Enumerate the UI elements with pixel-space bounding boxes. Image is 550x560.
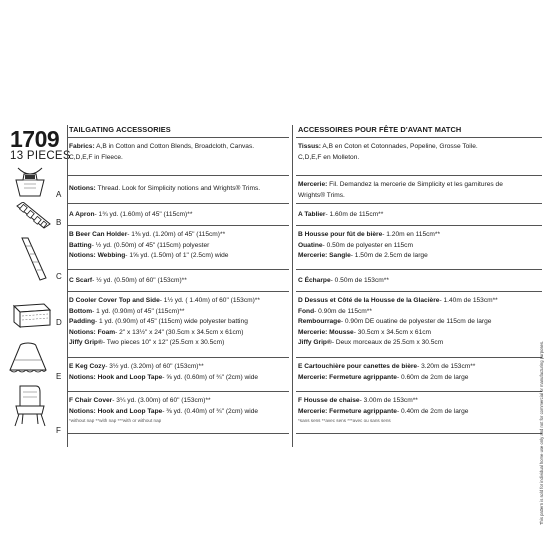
view-a-fr-row bbox=[296, 204, 542, 226]
view-f-fr-text: - 3.00m de 153cm** bbox=[359, 397, 418, 404]
tissus-row bbox=[296, 138, 542, 176]
view-c-fr-row bbox=[296, 270, 542, 292]
view-d-padding-label: Padding bbox=[69, 318, 96, 326]
view-b-webbing-label: Notions: Webbing bbox=[69, 252, 126, 260]
view-e-text: - 3½ yd. (3.20m) of 60" (153cm)** bbox=[105, 363, 204, 370]
thumb-letter-b: B bbox=[56, 218, 62, 227]
mercerie-line2: Wrights® Trims. bbox=[298, 191, 345, 199]
view-c-text: - ½ yd. (0.50m) of 60" (153cm)** bbox=[92, 277, 187, 284]
view-d-fr-mousse-text: - 30.5cm x 34.5cm x 61cm bbox=[353, 328, 432, 336]
view-f-fr-label: F Housse de chaise bbox=[298, 397, 360, 404]
view-a-fr-label: A Tablier bbox=[298, 211, 326, 218]
view-e-fr-mercerie-label: Mercerie: Fermeture agrippante bbox=[298, 373, 397, 381]
tissus-line1: A,B en Coton et Cotonnades, Popeline, Grosse Toile. bbox=[320, 143, 478, 150]
chair-cover-icon bbox=[10, 384, 50, 428]
view-e-label: E Keg Cozy bbox=[69, 363, 106, 370]
view-e-notions-label: Notions: Hook and Loop Tape bbox=[69, 373, 163, 381]
view-a-row bbox=[67, 204, 289, 226]
fabrics-row bbox=[67, 138, 289, 176]
view-d-fr-fond-label: Fond bbox=[298, 307, 315, 315]
notions-text: Thread. Look for Simplicity notions and Wrights® Trims. bbox=[95, 185, 261, 192]
view-b-fr-text: - 1.20m en 115cm** bbox=[382, 231, 441, 238]
view-e-notions-text: - ⅝ yd. (0.60m) of ¾" (2cm) wide bbox=[162, 373, 259, 381]
english-heading: TAILGATING ACCESSORIES bbox=[67, 125, 289, 138]
view-b-label: B Beer Can Holder bbox=[69, 231, 128, 238]
view-b-text: - 1⅜ yd. (1.20m) of 45" (115cm)** bbox=[127, 231, 226, 238]
beer-can-holder-icon bbox=[14, 202, 54, 232]
fabrics-line2: C,D,E,F in Fleece. bbox=[69, 153, 123, 161]
view-d-text: - 1½ yd. ( 1.40m) of 60" (153cm)** bbox=[159, 297, 260, 304]
view-d-fr-rembourrage-label: Rembourrage bbox=[298, 318, 341, 326]
view-d-jiffy-label: Jiffy Grip® bbox=[69, 339, 103, 347]
view-d-fr-jiffy-label: Jiffy Grip® bbox=[298, 339, 332, 347]
view-b-fr-ouatine-text: - 0.50m de polyester en 115cm bbox=[322, 241, 413, 249]
view-d-fr-label: D Dessus et Côté de la Housse de la Glacière bbox=[298, 297, 440, 304]
view-d-fr-text: - 1.40m de 153cm** bbox=[439, 297, 498, 304]
view-e-row bbox=[67, 358, 289, 392]
mercerie-row bbox=[296, 176, 542, 204]
divider-left bbox=[67, 125, 68, 447]
side-legal-text: This pattern is sold for individual home use only and not for commercial or manufacturing purposes. bbox=[539, 340, 544, 525]
keg-cozy-icon bbox=[6, 340, 50, 376]
nap-legend-en: *without nap **with nap ***with or without nap bbox=[69, 418, 162, 424]
apron-icon bbox=[10, 166, 50, 198]
thumb-letter-d: D bbox=[56, 318, 62, 327]
view-d-bottom-text: - 1 yd. (0.90m) of 45" (115cm)** bbox=[92, 307, 185, 315]
view-d-bottom-label: Bottom bbox=[69, 307, 93, 315]
view-d-foam-text: - 2" x 13½" x 24" (30.5cm x 34.5cm x 61cm) bbox=[115, 328, 244, 336]
view-b-row bbox=[67, 226, 289, 270]
view-f-row bbox=[67, 392, 289, 434]
piece-count: 13 PIECES bbox=[10, 150, 71, 162]
view-b-fr-sangle-text: - 1.50m de 2.5cm de large bbox=[350, 252, 428, 260]
view-f-notions-text: - ⅜ yd. (0.40m) of ¾" (2cm) wide bbox=[162, 407, 259, 415]
mercerie-label: Mercerie: bbox=[298, 181, 328, 188]
view-b-fr-row bbox=[296, 226, 542, 270]
notions-row bbox=[67, 176, 289, 204]
view-d-fr-row bbox=[296, 292, 542, 358]
view-d-foam-label: Notions: Foam bbox=[69, 328, 116, 336]
thumb-letter-c: C bbox=[56, 272, 62, 281]
view-d-fr-fond-text: - 0.90m de 115cm** bbox=[314, 307, 372, 315]
view-c-fr-label: C Écharpe bbox=[298, 277, 331, 284]
view-d-fr-rembourrage-text: - 0.90m DE ouatine de polyester de 115cm de large bbox=[340, 318, 492, 326]
view-b-fr-ouatine-label: Ouatine bbox=[298, 241, 323, 249]
view-a-fr-text: - 1.60m de 115cm** bbox=[325, 211, 384, 218]
view-b-fr-label: B Housse pour fût de bière bbox=[298, 231, 383, 238]
view-f-fr-row bbox=[296, 392, 542, 434]
view-f-fr-mercerie-text: - 0.40m de 2cm de large bbox=[396, 407, 469, 415]
cooler-cover-icon bbox=[8, 300, 52, 328]
view-a-text: - 1¾ yd. (1.60m) of 45" (115cm)** bbox=[94, 211, 193, 218]
thumb-letter-e: E bbox=[56, 372, 62, 381]
view-b-batting-label: Batting bbox=[69, 241, 92, 249]
view-d-fr-jiffy-text: - Deux morceaux de 25.5cm x 30.5cm bbox=[331, 339, 444, 347]
mercerie-line1: Fil. Demandez la mercerie de Simplicity et les garnitures de bbox=[327, 181, 503, 188]
fabrics-label: Fabrics: bbox=[69, 143, 95, 150]
view-d-label: D Cooler Cover Top and Side bbox=[69, 297, 160, 304]
view-d-jiffy-text: - Two pieces 10" x 12" (25.5cm x 30.5cm) bbox=[102, 339, 225, 347]
english-column bbox=[67, 125, 289, 434]
french-column bbox=[296, 125, 542, 434]
notions-label: Notions: bbox=[69, 185, 96, 192]
fabrics-line1: A,B in Cotton and Cotton Blends, Broadcloth, Canvas. bbox=[94, 143, 255, 150]
french-heading: ACCESSOIRES POUR FÊTE D'AVANT MATCH bbox=[296, 125, 542, 138]
thumb-letter-f: F bbox=[56, 426, 61, 435]
view-e-fr-text: - 3.20m de 153cm** bbox=[417, 363, 476, 370]
view-c-label: C Scarf bbox=[69, 277, 93, 284]
nap-legend-fr: *sans sens **avec sens ***avec ou sans sens bbox=[298, 418, 391, 424]
scarf-icon bbox=[16, 236, 52, 282]
divider-middle bbox=[292, 125, 293, 447]
view-b-fr-sangle-label: Mercerie: Sangle bbox=[298, 252, 351, 260]
view-e-fr-row bbox=[296, 358, 542, 392]
view-d-row bbox=[67, 292, 289, 358]
view-e-fr-mercerie-text: - 0.60m de 2cm de large bbox=[396, 373, 469, 381]
view-f-text: - 3¼ yd. (3.00m) of 60" (153cm)** bbox=[112, 397, 211, 404]
view-c-fr-text: - 0.50m de 153cm** bbox=[330, 277, 389, 284]
view-f-label: F Chair Cover bbox=[69, 397, 113, 404]
view-b-batting-text: - ½ yd. (0.50m) of 45" (115cm) polyester bbox=[91, 241, 210, 249]
view-d-fr-mousse-label: Mercerie: Mousse bbox=[298, 328, 354, 336]
pattern-number: 1709 bbox=[10, 126, 60, 152]
view-b-webbing-text: - 1⅝ yd. (1.50m) of 1" (2.5cm) wide bbox=[125, 252, 229, 260]
view-e-fr-label: E Cartouchière pour canettes de bière bbox=[298, 363, 418, 370]
view-c-row bbox=[67, 270, 289, 292]
view-f-notions-label: Notions: Hook and Loop Tape bbox=[69, 407, 163, 415]
tissus-label: Tissus: bbox=[298, 143, 321, 150]
view-d-padding-text: - 1 yd. (0.90m) of 45" (115cm) wide polyester batting bbox=[95, 318, 248, 326]
thumb-letter-a: A bbox=[56, 190, 62, 199]
view-f-fr-mercerie-label: Mercerie: Fermeture agrippante bbox=[298, 407, 397, 415]
view-a-label: A Apron bbox=[69, 211, 95, 218]
tissus-line2: C,D,E,F en Molleton. bbox=[298, 153, 360, 161]
side-legal-note bbox=[535, 160, 547, 530]
